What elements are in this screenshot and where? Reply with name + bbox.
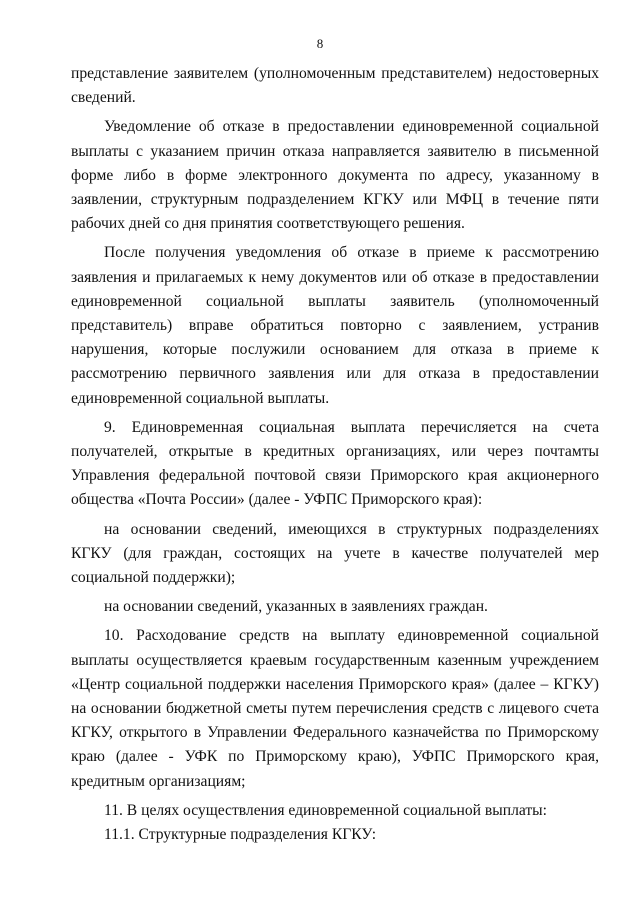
paragraph-item-11-1: 11.1. Структурные подразделения КГКУ: bbox=[104, 826, 377, 844]
paragraph-item-9: 9. Единовременная социальная выплата перечисляется на счета получателей, открытые в кредитных организациях, или через почтамты Управления федеральной почтовой связи Приморского края акционерного общества «Почта России» (далее - УФПС Приморского края): bbox=[71, 418, 599, 509]
page-number: 8 bbox=[316, 36, 324, 51]
paragraph-continuation: представление заявителем (уполномоченным представителем) недостоверных сведений. bbox=[71, 65, 599, 107]
paragraph-item-10: 10. Расходование средств на выплату единовременной социальной выплаты осуществляется краевым государственным казенным учреждением «Центр социальной поддержки населения Приморского края» (далее – КГКУ) на основании бюджетной сметы путем перечисления средств с лицевого счета КГКУ, открытого в Управлении Федерального казначейства по Приморскому краю (далее - УФК по Приморскому краю), УФПС Приморского края, кредитным организациям; bbox=[71, 627, 599, 790]
paragraph-item-11: 11. В целях осуществления единовременной социальной выплаты: bbox=[104, 801, 547, 819]
paragraph-reapplication: После получения уведомления об отказе в приеме к рассмотрению заявления и прилагаемых к нему документов или об отказе в предоставлении единовременной социальной выплаты заявитель (уполномоченный представитель) вправе обратиться повторно с заявлением, устранив нарушения, которые послужили основанием для отказа в приеме к рассмотрению первичного заявления или для отказа в предоставлении единовременной социальной выплаты. bbox=[71, 244, 599, 407]
paragraph-basis-applications: на основании сведений, указанных в заявлениях граждан. bbox=[104, 598, 488, 616]
paragraph-refusal-notice: Уведомление об отказе в предоставлении единовременной социальной выплаты с указанием причин отказа направляется заявителю в письменной форме либо в форме электронного документа по адресу, указанному в заявлении, структурным подразделением КГКУ или МФЦ в течение пяти рабочих дней со дня принятия соответствующего решения. bbox=[71, 118, 599, 233]
paragraph-basis-kgku: на основании сведений, имеющихся в структурных подразделениях КГКУ (для граждан, состоящих на учете в качестве получателей мер социальной поддержки); bbox=[71, 520, 599, 587]
document-body bbox=[71, 62, 599, 847]
